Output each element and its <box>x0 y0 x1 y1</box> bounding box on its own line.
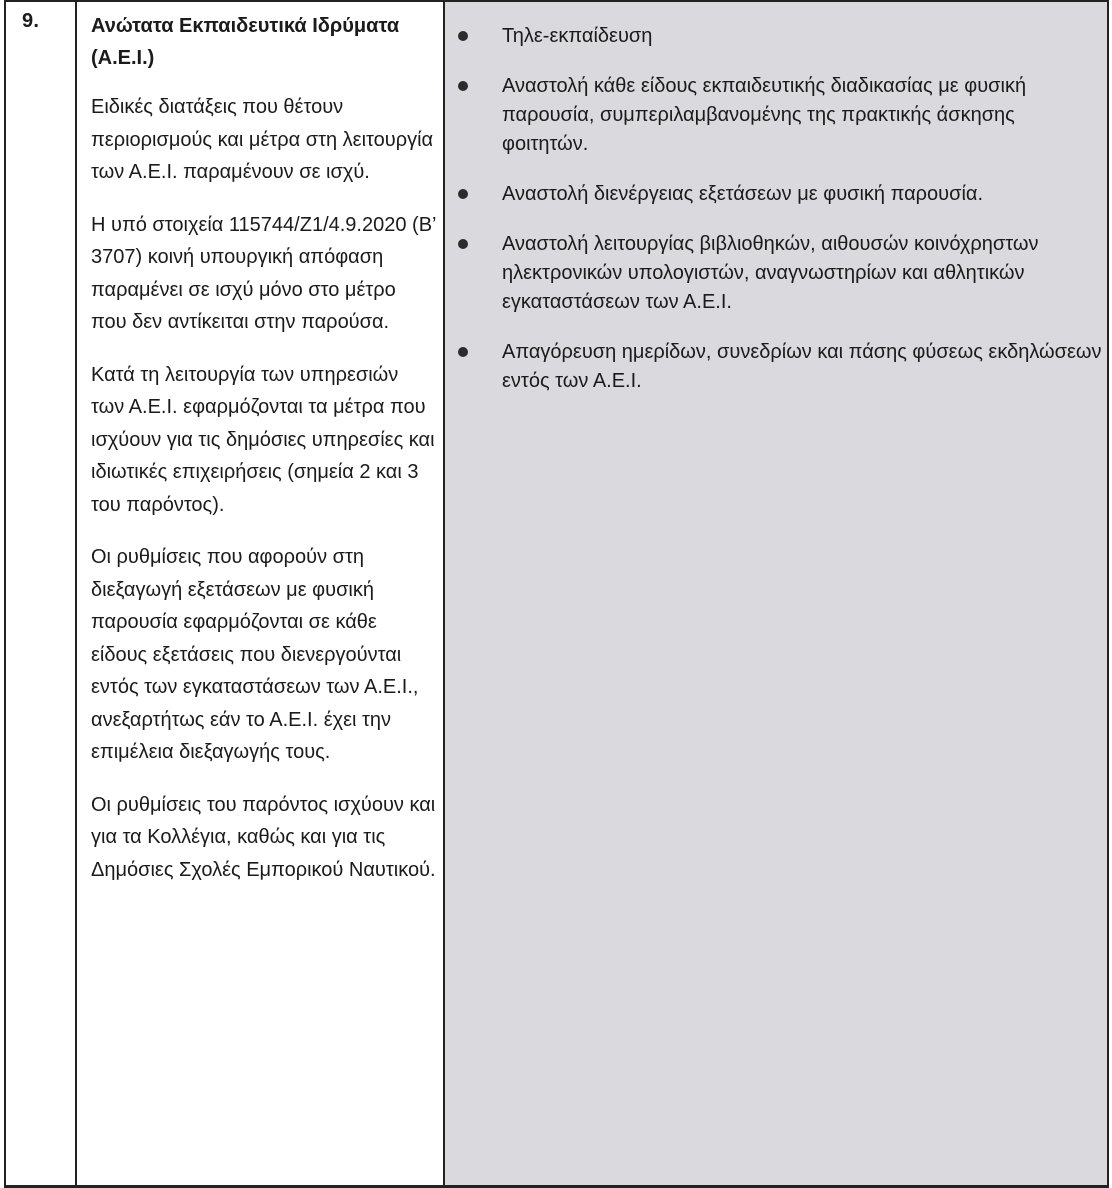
bullet-icon <box>458 31 468 41</box>
note-paragraph: Κατά τη λειτουργία των υπηρεσιών των Α.Ε.Ι. εφαρμόζονται τα μέτρα που ισχύουν για τις δημόσιες υπηρεσίες και ιδιωτικές επιχειρήσεις (σημεία 2 και 3 του παρόντος). <box>91 363 435 516</box>
row-number: 9. <box>22 10 40 32</box>
measure-text: Αναστολή κάθε είδους εκπαιδευτικής διαδικασίας με φυσική παρουσία, συμπεριλαμβανομένης της πρακτικής άσκησης φοιτητών. <box>502 75 1027 155</box>
category-cell <box>77 2 445 1188</box>
bullet-icon <box>458 189 468 199</box>
note-paragraph: Οι ρυθμίσεις που αφορούν στη διεξαγωγή εξετάσεων με φυσική παρουσία εφαρμόζονται σε κάθε είδους εξετάσεις που διενεργούνται εντός των εγκαταστάσεων των Α.Ε.Ι., ανεξαρτήτως εάν το Α.Ε.Ι. έχει την επιμέλεια διεξαγωγής τους. <box>91 546 419 763</box>
list-item <box>445 72 1105 159</box>
measure-text: Αναστολή λειτουργίας βιβλιοθηκών, αιθουσών κοινόχρηστων ηλεκτρονικών υπολογιστών, αναγνωστηρίων και αθλητικών εγκαταστάσεων των Α.Ε.Ι. <box>502 233 1039 313</box>
note-paragraph: Η υπό στοιχεία 115744/Ζ1/4.9.2020 (Β’ 3707) κοινή υπουργική απόφαση παραμένει σε ισχύ μόνο στο μέτρο που δεν αντίκειται στην παρούσα. <box>91 213 436 333</box>
bullet-icon <box>458 347 468 357</box>
measure-text: Τηλε-εκπαίδευση <box>502 25 653 47</box>
note-paragraph: Οι ρυθμίσεις του παρόντος ισχύουν και για τα Κολλέγια, καθώς και για τις Δημόσιες Σχολές Εμπορικού Ναυτικού. <box>91 793 436 881</box>
category-notes <box>91 91 436 906</box>
list-item <box>445 180 1105 209</box>
category-title: Ανώτατα Εκπαιδευτικά Ιδρύματα (Α.Ε.Ι.) <box>91 15 400 69</box>
list-item <box>445 230 1105 317</box>
note-paragraph: Ειδικές διατάξεις που θέτουν περιορισμούς και μέτρα στη λειτουργία των Α.Ε.Ι. παραμένουν σε ισχύ. <box>91 96 434 183</box>
list-item <box>445 338 1105 396</box>
list-item <box>445 22 1105 51</box>
bullet-icon <box>458 239 468 249</box>
measures-list <box>445 22 1105 417</box>
row-number-cell <box>6 2 77 1188</box>
measures-cell <box>445 2 1109 1188</box>
measure-text: Αναστολή διενέργειας εξετάσεων με φυσική παρουσία. <box>502 183 984 205</box>
measures-table <box>4 0 1109 1188</box>
measure-text: Απαγόρευση ημερίδων, συνεδρίων και πάσης φύσεως εκδηλώσεων εντός των Α.Ε.Ι. <box>502 341 1102 392</box>
bullet-icon <box>458 81 468 91</box>
